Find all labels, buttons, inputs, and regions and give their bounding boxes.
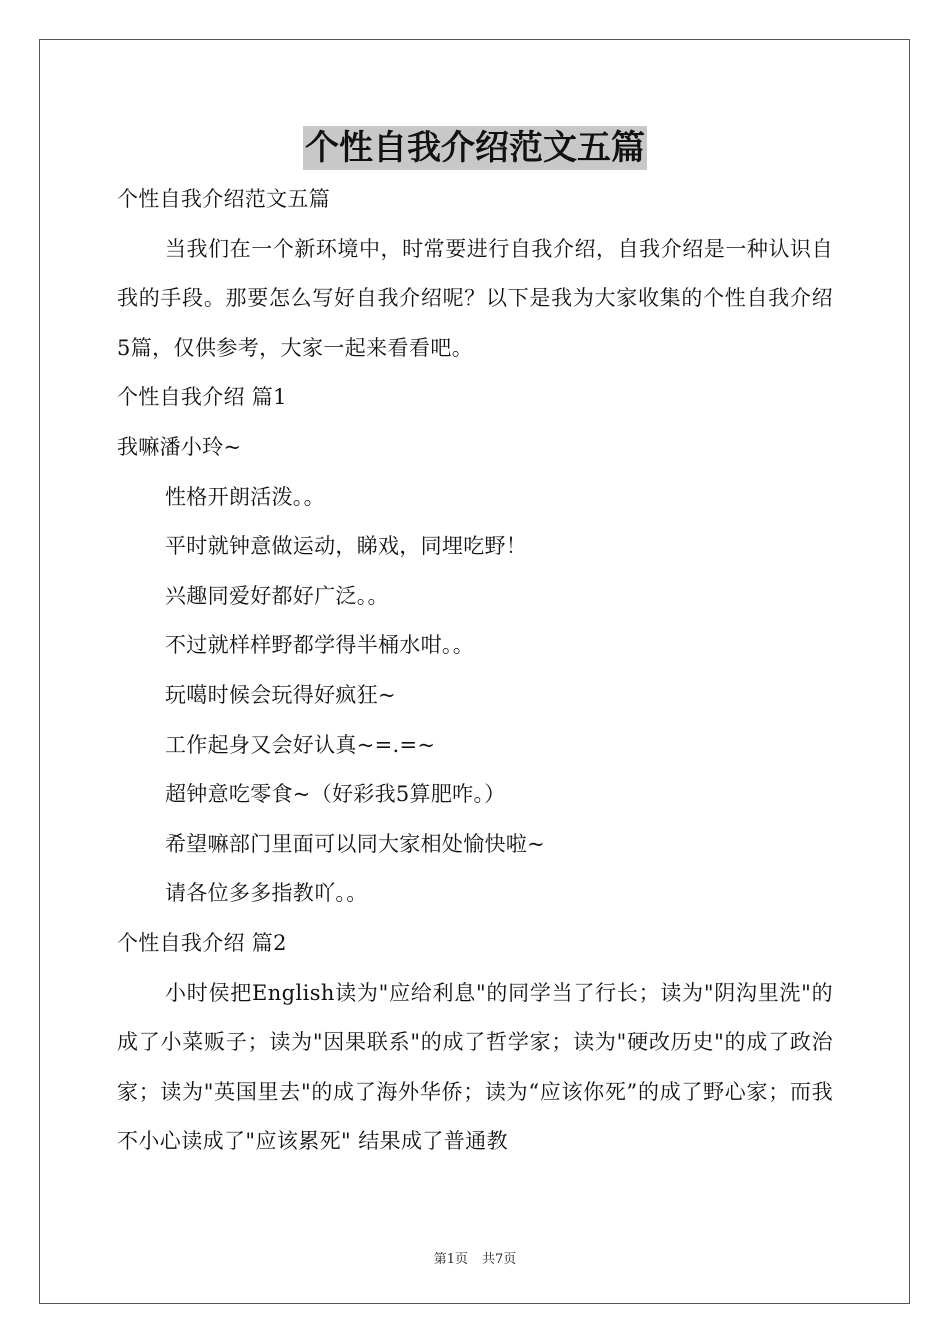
title-container bbox=[0, 126, 950, 170]
page-total: 共7页 bbox=[482, 1252, 517, 1267]
section-1-line: 性格开朗活泼。。 bbox=[165, 484, 325, 509]
subtitle: 个性自我介绍范文五篇 bbox=[117, 187, 330, 211]
document-body bbox=[117, 175, 833, 1167]
section-1-line: 不过就样样野都学得半桶水咁。。 bbox=[165, 633, 474, 658]
section-1-line: 玩噶时候会玩得好疯狂~ bbox=[165, 682, 396, 707]
intro-paragraph: 当我们在一个新环境中，时常要进行自我介绍，自我介绍是一种认识自我的手段。那要怎么写好自我介绍呢？以下是我为大家收集的个性自我介绍5篇，仅供参考，大家一起来看看吧。 bbox=[117, 236, 833, 360]
page-number: 第1页 bbox=[433, 1252, 468, 1267]
section-1-line: 兴趣同爱好都好广泛。。 bbox=[165, 583, 389, 608]
section-2-heading: 个性自我介绍 篇2 bbox=[117, 930, 287, 955]
page-footer bbox=[0, 1248, 950, 1267]
section-1-heading: 个性自我介绍 篇1 bbox=[117, 385, 287, 410]
section-1-line: 超钟意吃零食~（好彩我5算肥咋。） bbox=[165, 782, 506, 807]
section-1-line: 请各位多多指教吖。。 bbox=[165, 881, 368, 906]
document-title: 个性自我介绍范文五篇 bbox=[305, 128, 645, 168]
section-2-paragraph: 小时侯把English读为"应给利息"的同学当了行长；读为"阴沟里洗"的成了小菜贩子；读为"因果联系"的成了哲学家；读为"硬改历史"的成了政治家；读为"英国里去"的成了海外华侨；读为“应该你死”的成了野心家；而我不小心读成了"应该累死" 结果成了普通教 bbox=[117, 980, 833, 1154]
section-1-line: 工作起身又会好认真~=.=~ bbox=[165, 732, 436, 757]
section-1-line: 平时就钟意做运动，睇戏，同埋吃野！ bbox=[165, 534, 528, 559]
section-1-line: 希望嘛部门里面可以同大家相处愉快啦~ bbox=[165, 831, 545, 856]
section-1-first-line: 我嘛潘小玲~ bbox=[117, 434, 242, 459]
